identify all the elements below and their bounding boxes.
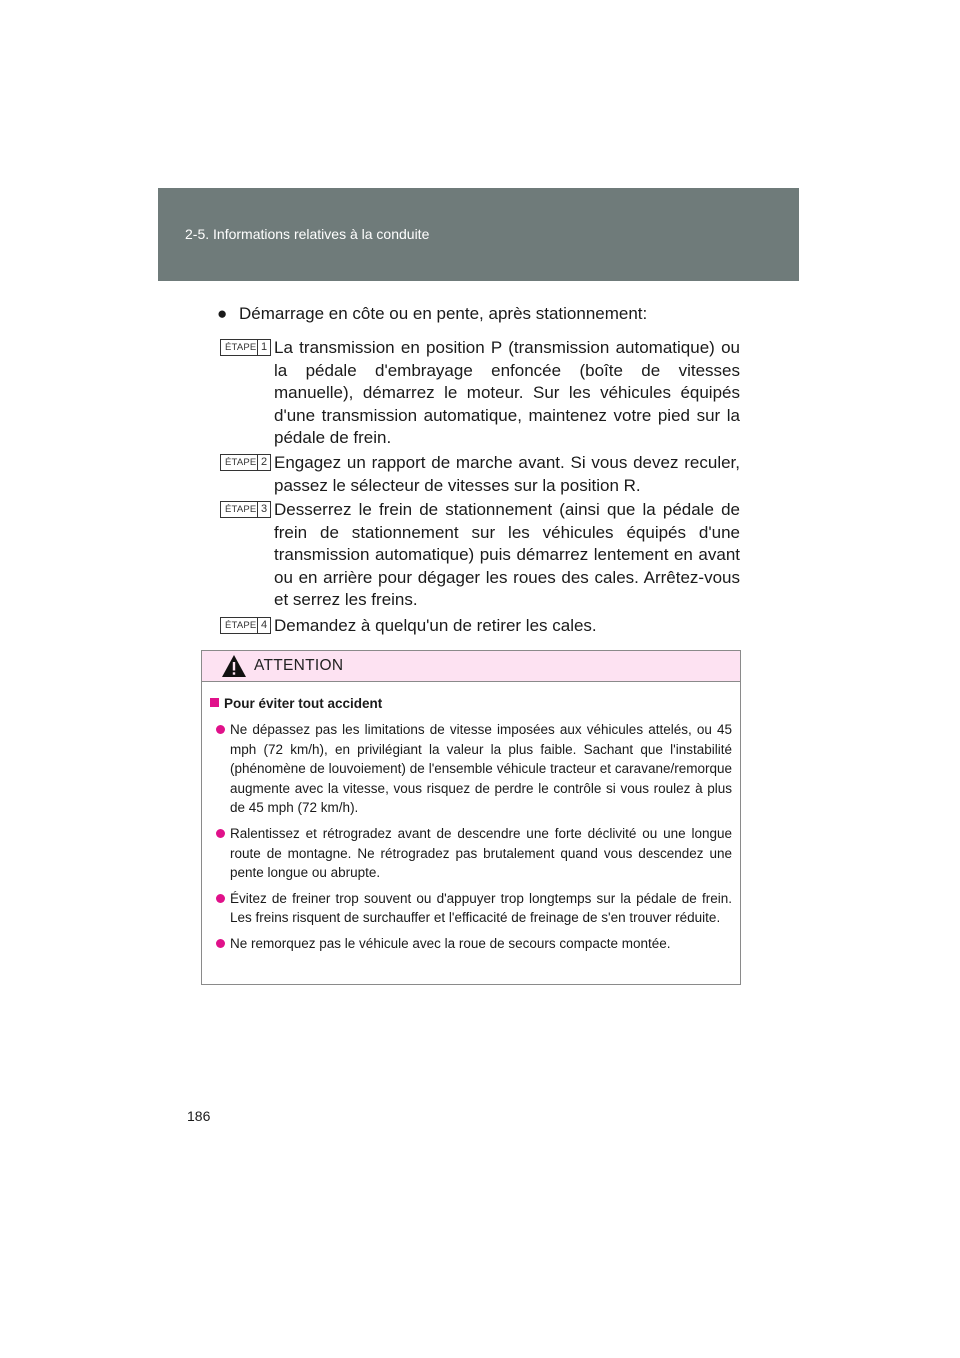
step-text: Engagez un rapport de marche avant. Si vous devez reculer, passez le sélecteur de vitesses sur la position R.: [274, 453, 740, 495]
section-header: [158, 188, 799, 281]
step-1: [220, 337, 740, 450]
step-4: [220, 615, 740, 638]
warning-body: [202, 682, 740, 954]
square-bullet-icon: [210, 698, 219, 707]
step-badge: ÉTAPE 4: [220, 617, 271, 634]
bullet-dot-icon: [216, 939, 225, 948]
step-2: [220, 452, 740, 497]
bullet-dot-icon: [216, 725, 225, 734]
step-text: La transmission en position P (transmission automatique) ou la pédale d'embrayage enfoncée (boîte de vitesses manuelle), démarrez le moteur. Sur les véhicules équipés d'une transmission automatique, maintenez votre pied sur la pédale de frein.: [274, 338, 740, 448]
warning-item: Ne remorquez pas le véhicule avec la roue de secours compacte montée.: [210, 934, 732, 954]
intro-text: Démarrage en côte ou en pente, après stationnement:: [239, 304, 648, 323]
warning-item: Ralentissez et rétrogradez avant de descendre une forte déclivité ou une longue route de montagne. Ne rétrogradez pas brutalement quand vous descendez une pente longue ou abrupte.: [210, 824, 732, 883]
warning-title: ATTENTION: [254, 657, 344, 674]
step-text: Desserrez le frein de stationnement (ainsi que la pédale de frein de stationnement sur les véhicules équipés d'une transmission automatique) puis démarrez lentement en avant ou en arrière pour dégager les roues des cales. Arrêtez-vous et serrez les freins.: [274, 500, 740, 610]
bullet-dot-icon: [216, 894, 225, 903]
warning-section-title: Pour éviter tout accident: [210, 694, 732, 713]
step-text: Demandez à quelqu'un de retirer les cales.: [274, 616, 597, 635]
section-title: 2-5. Informations relatives à la conduite: [185, 226, 430, 242]
warning-triangle-icon: [221, 654, 247, 678]
warning-header: [202, 651, 740, 682]
intro-line: [217, 303, 647, 325]
step-badge: ÉTAPE 3: [220, 501, 271, 518]
warning-item: Ne dépassez pas les limitations de vitesse imposées aux véhicules attelés, ou 45 mph (72 km/h), en privilégiant la valeur la plus faible. Sachant que l'instabilité (phénomène de louvoiement) de l'ensemble véhicule tracteur et caravane/remorque augmente avec la vitesse, vous risquez de perdre le contrôle si vous roulez à plus de 45 mph (72 km/h).: [210, 720, 732, 818]
warning-item: Évitez de freiner trop souvent ou d'appuyer trop longtemps sur la pédale de frein. Les freins risquent de surchauffer et l'efficacité de freinage de s'en trouver réduite.: [210, 889, 732, 928]
bullet-dot-icon: [216, 829, 225, 838]
warning-box: [201, 650, 741, 985]
bullet-icon: ●: [217, 304, 228, 323]
step-3: [220, 499, 740, 612]
step-badge: ÉTAPE 1: [220, 339, 271, 356]
step-badge: ÉTAPE 2: [220, 454, 271, 471]
page-number: 186: [187, 1108, 211, 1124]
